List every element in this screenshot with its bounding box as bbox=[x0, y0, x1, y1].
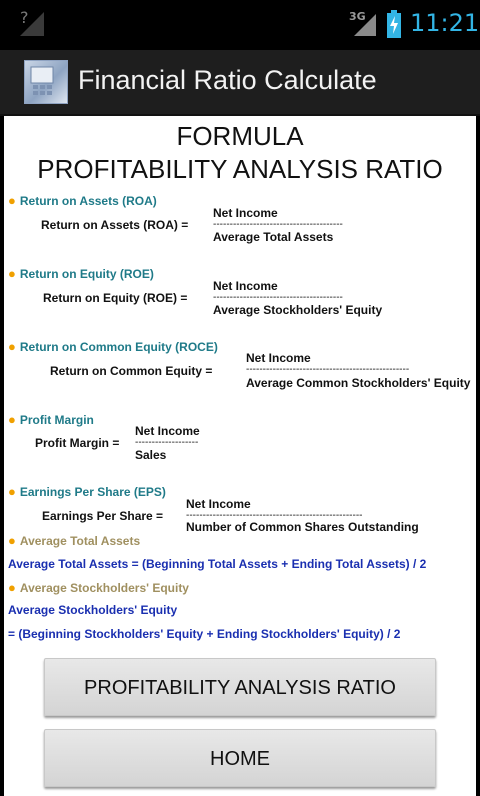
roa-fraction-line: --------------------------------------- bbox=[213, 219, 343, 230]
eps-denominator: Number of Common Shares Outstanding bbox=[186, 520, 419, 534]
home-button[interactable]: HOME bbox=[44, 729, 436, 787]
roce-fraction-line: ------------------------------------------------- bbox=[246, 364, 410, 375]
bullet-icon: ● bbox=[8, 484, 16, 499]
section-title-roe-text: Return on Equity (ROE) bbox=[19, 267, 154, 281]
section-title-roce-text: Return on Common Equity (ROCE) bbox=[19, 340, 218, 354]
profit-margin-fraction-line: ------------------- bbox=[135, 437, 199, 448]
section-title-avg-total-assets bbox=[8, 533, 140, 548]
bullet-icon: ● bbox=[8, 580, 16, 595]
formula-content bbox=[4, 116, 476, 796]
signal-unknown-indicator: ? bbox=[20, 8, 29, 27]
eps-numerator: Net Income bbox=[186, 497, 251, 511]
roce-lhs: Return on Common Equity = bbox=[50, 364, 213, 378]
section-title-roa-text: Return on Assets (ROA) bbox=[19, 194, 157, 208]
eps-fraction-line: ----------------------------------------------------- bbox=[186, 510, 363, 521]
page-heading-ratio: PROFITABILITY ANALYSIS RATIO bbox=[37, 154, 443, 184]
page-heading-formula: FORMULA bbox=[176, 121, 304, 151]
roe-denominator: Average Stockholders' Equity bbox=[213, 303, 383, 317]
calculator-icon bbox=[25, 61, 69, 105]
section-title-eps bbox=[8, 484, 166, 499]
calculator-app-icon[interactable] bbox=[24, 60, 68, 104]
bullet-icon: ● bbox=[8, 339, 16, 354]
roce-denominator: Average Common Stockholders' Equity bbox=[246, 376, 471, 390]
status-bar bbox=[0, 0, 480, 50]
roe-lhs: Return on Equity (ROE) = bbox=[43, 291, 188, 305]
avg-total-assets-formula: Average Total Assets = (Beginning Total Assets + Ending Total Assets) / 2 bbox=[8, 557, 427, 571]
roe-fraction-line: --------------------------------------- bbox=[213, 292, 343, 303]
section-title-roe bbox=[8, 266, 154, 281]
roa-numerator: Net Income bbox=[213, 206, 278, 220]
profit-margin-denominator: Sales bbox=[135, 448, 167, 462]
battery-charging-icon bbox=[386, 10, 402, 38]
app-title: Financial Ratio Calculate bbox=[78, 65, 377, 95]
profit-margin-lhs: Profit Margin = bbox=[35, 436, 120, 450]
avg-stockholders-equity-line1: Average Stockholders' Equity bbox=[8, 603, 178, 617]
bullet-icon: ● bbox=[8, 533, 16, 548]
bullet-icon: ● bbox=[8, 193, 16, 208]
section-title-roa bbox=[8, 193, 157, 208]
roa-lhs: Return on Assets (ROA) = bbox=[41, 218, 189, 232]
avg-stockholders-equity-line2: = (Beginning Stockholders' Equity + Ending Stockholders' Equity) / 2 bbox=[8, 627, 401, 641]
profit-margin-numerator: Net Income bbox=[135, 424, 200, 438]
section-title-profit-margin bbox=[8, 412, 94, 427]
section-title-eps-text: Earnings Per Share (EPS) bbox=[19, 485, 166, 499]
section-title-avg-stockholders-equity bbox=[8, 580, 189, 595]
bullet-icon: ● bbox=[8, 266, 16, 281]
section-title-avg-total-assets-text: Average Total Assets bbox=[19, 534, 141, 548]
status-time: 11:21 bbox=[410, 9, 480, 37]
cell-signal-icon bbox=[352, 12, 378, 38]
section-title-avg-stockholders-equity-text: Average Stockholders' Equity bbox=[19, 581, 189, 595]
section-title-roce bbox=[8, 339, 218, 354]
section-title-profit-margin-text: Profit Margin bbox=[19, 413, 94, 427]
roce-numerator: Net Income bbox=[246, 351, 311, 365]
eps-lhs: Earnings Per Share = bbox=[42, 509, 164, 523]
network-type-label: 3G bbox=[349, 10, 366, 23]
roa-denominator: Average Total Assets bbox=[213, 230, 334, 244]
profitability-analysis-ratio-button[interactable]: PROFITABILITY ANALYSIS RATIO bbox=[44, 658, 436, 716]
bullet-icon: ● bbox=[8, 412, 16, 427]
roe-numerator: Net Income bbox=[213, 279, 278, 293]
